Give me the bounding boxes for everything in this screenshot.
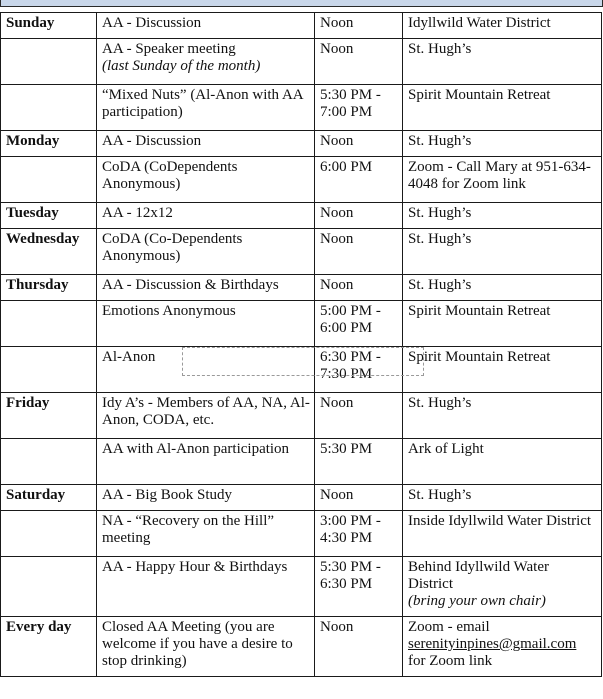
location-cell: Ark of Light	[403, 439, 602, 485]
event-cell	[97, 131, 315, 157]
email-link[interactable]: serenityinpines@gmail.com	[408, 636, 577, 652]
location-cell: St. Hugh’s	[403, 203, 602, 229]
day-cell	[1, 157, 97, 203]
event-name: Al-Anon	[102, 349, 156, 365]
event-name: AA - 12x12	[102, 205, 173, 221]
table-row	[1, 511, 602, 557]
event-cell	[97, 617, 315, 677]
day-cell: Saturday	[1, 485, 97, 511]
day-cell: Monday	[1, 131, 97, 157]
time-cell: Noon	[315, 13, 403, 39]
table-row	[1, 275, 602, 301]
event-name: AA - Big Book Study	[102, 487, 233, 503]
day-cell: Thursday	[1, 275, 97, 301]
table-row	[1, 39, 602, 85]
table-row	[1, 485, 602, 511]
event-cell	[97, 557, 315, 617]
event-cell	[97, 347, 315, 393]
table-row	[1, 439, 602, 485]
table-row	[1, 13, 602, 39]
event-name: CoDA (CoDependents Anonymous)	[102, 159, 238, 192]
time-cell: 6:30 PM - 7:30 PM	[315, 347, 403, 393]
day-cell: Friday	[1, 393, 97, 439]
event-cell	[97, 229, 315, 275]
location-suffix: for Zoom link	[408, 653, 493, 669]
event-cell	[97, 157, 315, 203]
day-cell: Wednesday	[1, 229, 97, 275]
time-cell: 6:00 PM	[315, 157, 403, 203]
location-cell: St. Hugh’s	[403, 39, 602, 85]
location-cell: Spirit Mountain Retreat	[403, 85, 602, 131]
event-name: AA with Al-Anon participation	[102, 441, 290, 457]
day-cell	[1, 439, 97, 485]
location-cell: St. Hugh’s	[403, 393, 602, 439]
table-row	[1, 557, 602, 617]
location-cell: Zoom - Call Mary at 951-634-4048 for Zoom link	[403, 157, 602, 203]
location-note: (bring your own chair)	[408, 593, 546, 609]
event-name: CoDA (Co-Dependents Anonymous)	[102, 231, 243, 264]
event-name: “Mixed Nuts” (Al-Anon with AA participation)	[102, 87, 303, 120]
day-cell	[1, 557, 97, 617]
location-cell: St. Hugh’s	[403, 229, 602, 275]
table-row	[1, 203, 602, 229]
time-cell: Noon	[315, 617, 403, 677]
event-cell	[97, 275, 315, 301]
time-cell: 5:30 PM - 7:00 PM	[315, 85, 403, 131]
table-row	[1, 85, 602, 131]
event-name: Closed AA Meeting (you are welcome if you have a desire to stop drinking)	[102, 619, 293, 669]
day-cell	[1, 301, 97, 347]
location-cell: Inside Idyllwild Water District	[403, 511, 602, 557]
table-row	[1, 617, 602, 677]
time-cell: Noon	[315, 393, 403, 439]
day-cell	[1, 39, 97, 85]
day-cell: Sunday	[1, 13, 97, 39]
time-cell: 3:00 PM - 4:30 PM	[315, 511, 403, 557]
table-row	[1, 131, 602, 157]
table-row	[1, 301, 602, 347]
event-name: Idy A’s - Members of AA, NA, Al-Anon, CODA, etc.	[102, 395, 310, 428]
location-cell: St. Hugh’s	[403, 485, 602, 511]
location-cell: Spirit Mountain Retreat	[403, 347, 602, 393]
day-cell	[1, 347, 97, 393]
location-name: Zoom - email	[408, 619, 490, 635]
day-cell	[1, 511, 97, 557]
event-cell	[97, 301, 315, 347]
schedule-body	[1, 13, 602, 677]
event-cell	[97, 39, 315, 85]
location-cell	[403, 617, 602, 677]
day-cell	[1, 85, 97, 131]
table-row	[1, 229, 602, 275]
time-cell: Noon	[315, 485, 403, 511]
time-cell: 5:30 PM	[315, 439, 403, 485]
time-cell: Noon	[315, 275, 403, 301]
header-band	[0, 0, 603, 7]
time-cell: 5:30 PM - 6:30 PM	[315, 557, 403, 617]
time-cell: Noon	[315, 39, 403, 85]
event-name: AA - Discussion & Birthdays	[102, 277, 279, 293]
event-cell	[97, 439, 315, 485]
event-name: AA - Happy Hour & Birthdays	[102, 559, 288, 575]
location-cell: St. Hugh’s	[403, 131, 602, 157]
table-row	[1, 393, 602, 439]
event-cell	[97, 203, 315, 229]
event-cell	[97, 85, 315, 131]
time-cell: Noon	[315, 203, 403, 229]
event-name: AA - Discussion	[102, 133, 202, 149]
event-name: NA - “Recovery on the Hill” meeting	[102, 513, 275, 546]
event-cell	[97, 13, 315, 39]
table-row	[1, 157, 602, 203]
time-cell: Noon	[315, 229, 403, 275]
location-cell: Spirit Mountain Retreat	[403, 301, 602, 347]
location-name: Behind Idyllwild Water District	[408, 559, 549, 592]
event-name: AA - Speaker meeting	[102, 41, 236, 57]
meeting-schedule-table	[0, 12, 602, 677]
location-cell: St. Hugh’s	[403, 275, 602, 301]
event-cell	[97, 511, 315, 557]
day-cell: Tuesday	[1, 203, 97, 229]
time-cell: Noon	[315, 131, 403, 157]
event-note: (last Sunday of the month)	[102, 58, 261, 74]
location-cell	[403, 557, 602, 617]
event-name: AA - Discussion	[102, 15, 202, 31]
location-cell: Idyllwild Water District	[403, 13, 602, 39]
event-cell	[97, 393, 315, 439]
time-cell: 5:00 PM - 6:00 PM	[315, 301, 403, 347]
day-cell: Every day	[1, 617, 97, 677]
event-name: Emotions Anonymous	[102, 303, 236, 319]
event-cell	[97, 485, 315, 511]
table-row	[1, 347, 602, 393]
